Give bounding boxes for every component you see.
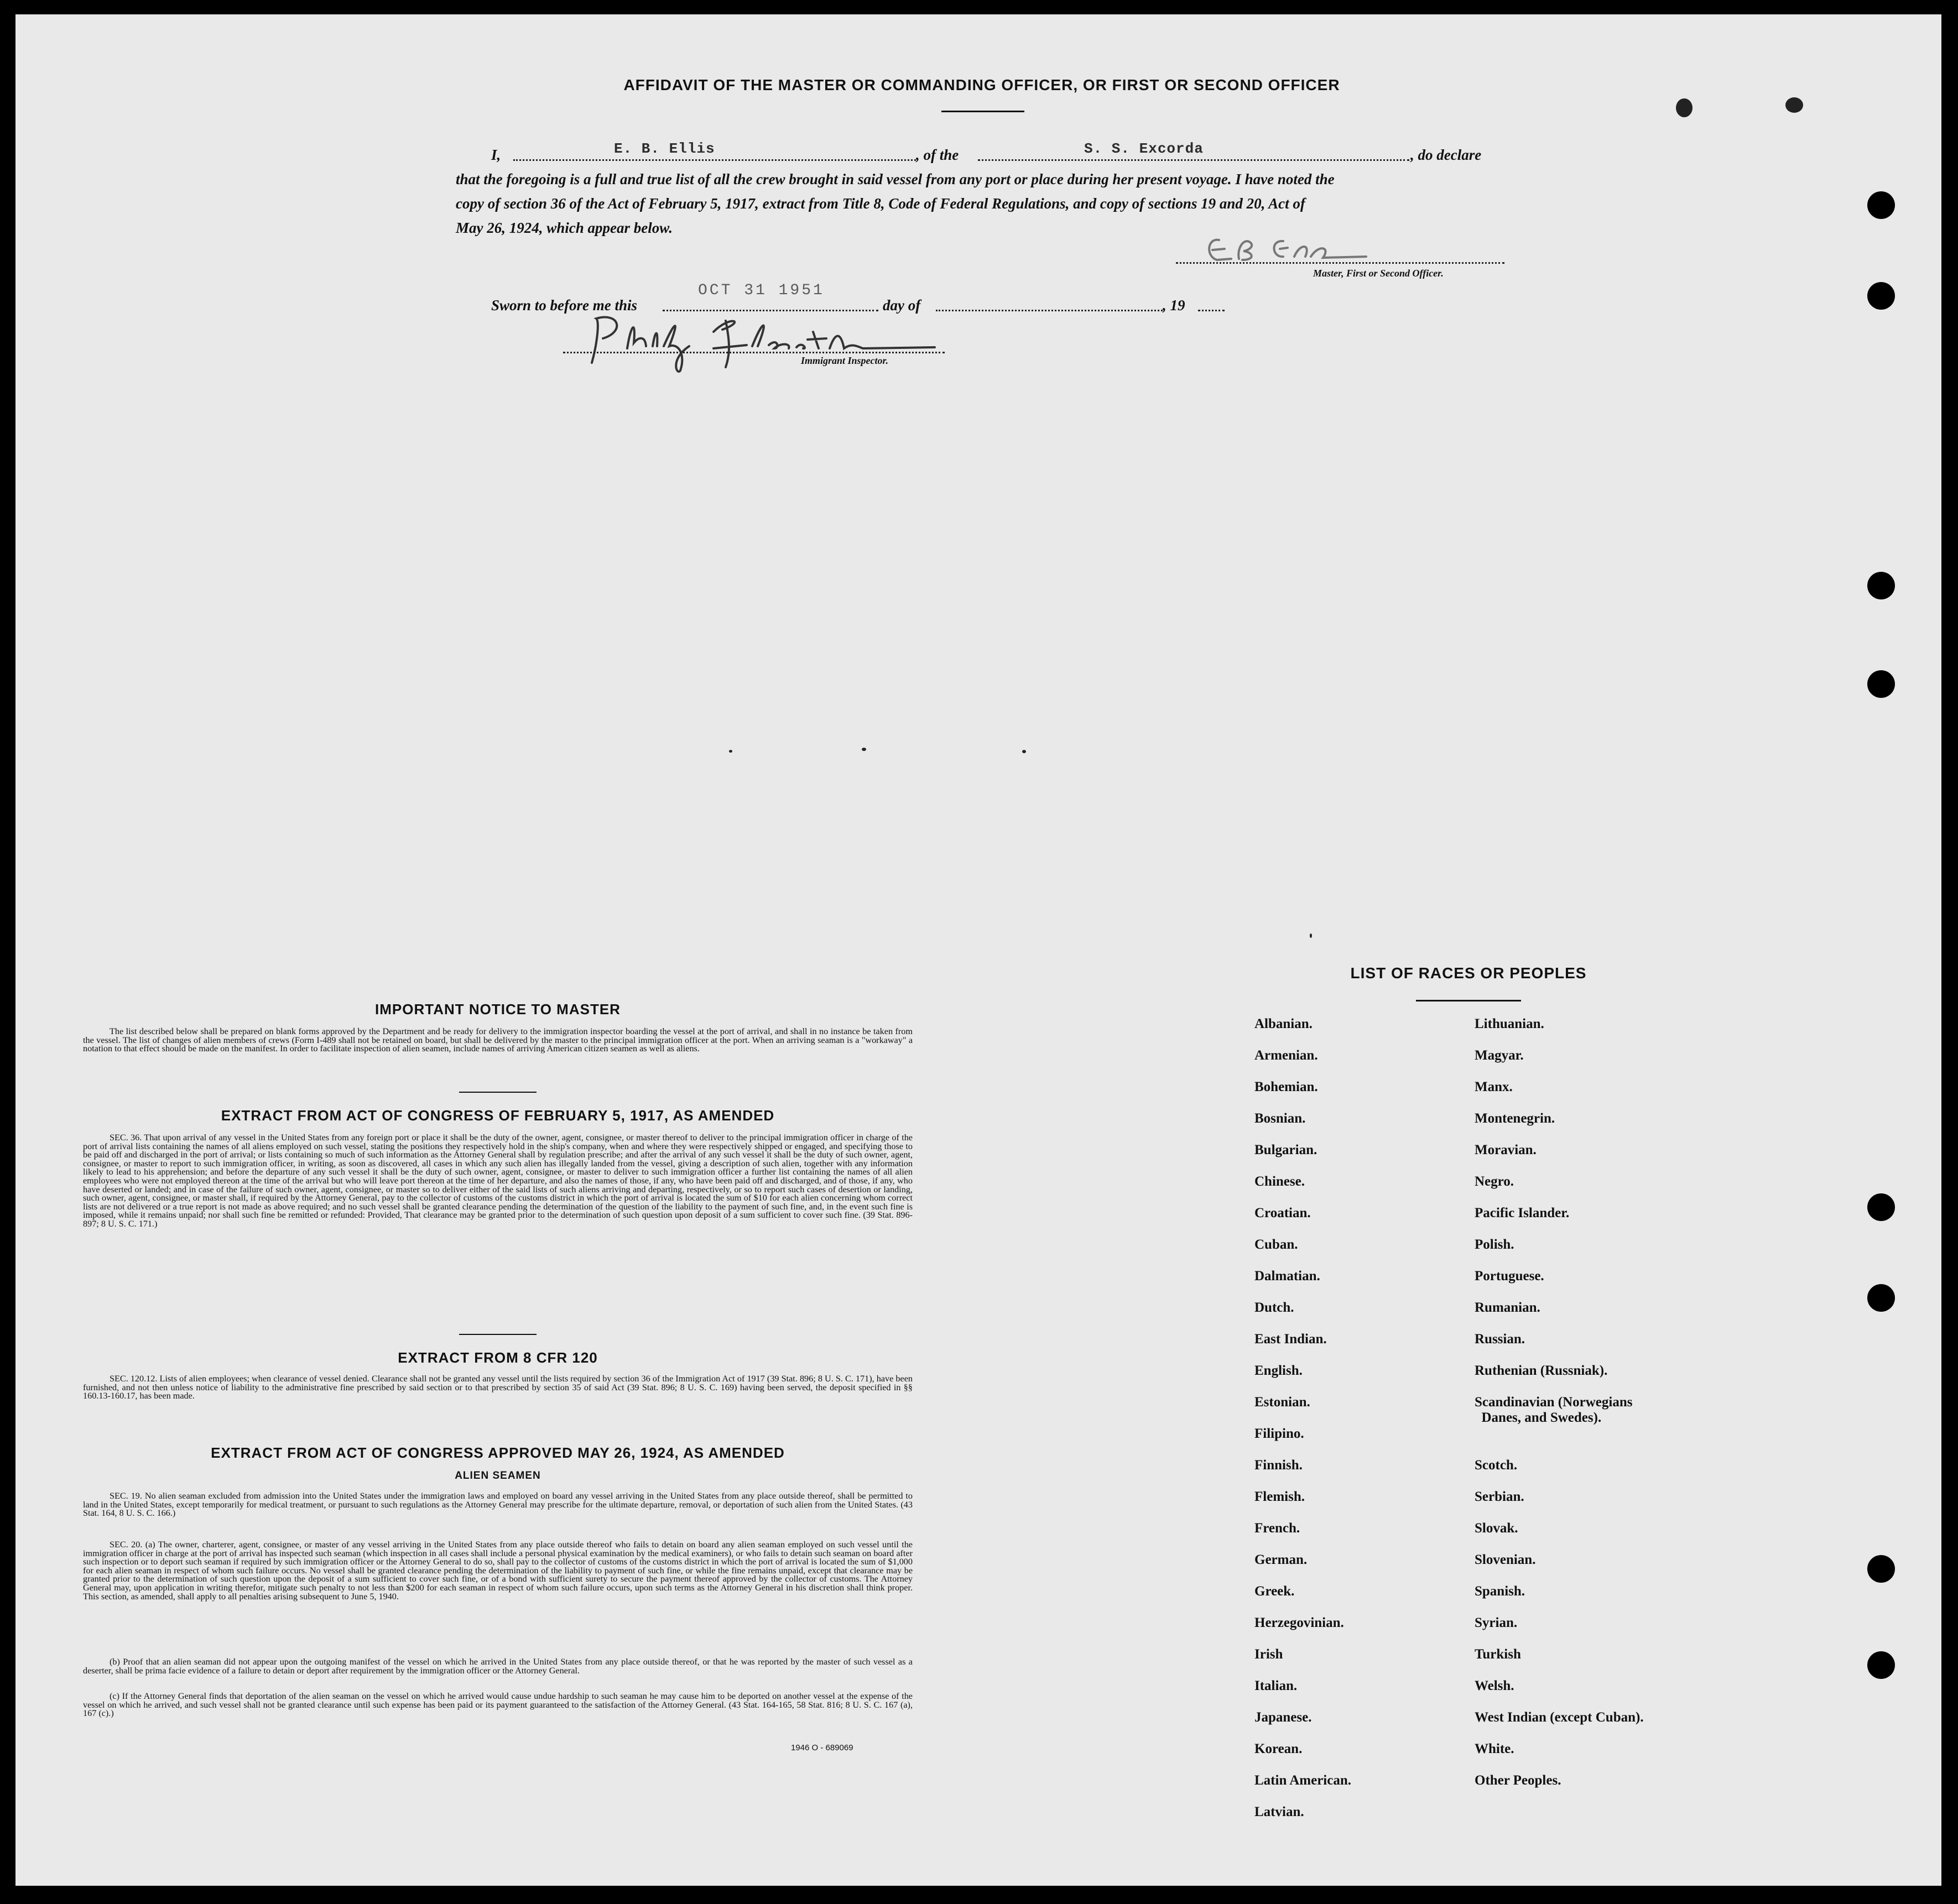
ink-blot: [1676, 98, 1693, 117]
race-item: Latin American.: [1254, 1773, 1351, 1788]
race-item: Syrian.: [1475, 1615, 1518, 1630]
race-item: Slovenian.: [1475, 1552, 1536, 1567]
affidavit-title: AFFIDAVIT OF THE MASTER OR COMMANDING OFFICER, OR FIRST OR SECOND OFFICER: [623, 76, 1340, 93]
races-title: LIST OF RACES OR PEOPLES: [1350, 964, 1587, 982]
race-item: Greek.: [1254, 1584, 1295, 1599]
race-item: Manx.: [1475, 1079, 1513, 1094]
race-item: Serbian.: [1475, 1489, 1524, 1504]
do-declare-label: , do declare: [1410, 147, 1482, 163]
sec-20b-text: (b) Proof that an alien seaman did not appear upon the outgoing manifest of the vessel on which he arrived in the United States from any place outside thereof, or that he was reported by the master of such vessel as a deserter, shall be prima facie evidence of a failure to detain or deport after requirement by the immigration officer or the Attorney General.: [83, 1658, 913, 1676]
master-name-line: [513, 159, 916, 161]
affidavit-body-line: copy of section 36 of the Act of February 5, 1917, extract from Title 8, Code of Federal Regulations, and copy of sections 19 and 20, Act of: [456, 195, 1305, 212]
race-item: Irish: [1254, 1647, 1283, 1662]
race-item: Moravian.: [1475, 1143, 1537, 1157]
vessel-name-value: S. S. Excorda: [1084, 140, 1204, 157]
ink-blot: [1785, 97, 1803, 113]
race-item: Magyar.: [1475, 1048, 1524, 1063]
extract-1924-title: EXTRACT FROM ACT OF CONGRESS APPROVED MAY 26, 1924, AS AMENDED: [211, 1444, 785, 1461]
sec-20c-text: (c) If the Attorney General finds that deportation of the alien seaman on the vessel on which he arrived would cause undue hardship to such seaman he may cause him to be deported on another vessel at the expense of the vessel on which he arrived, and such vessel shall not be granted clearance until such expense has been paid or its payment guaranteed to the satisfaction of the Attorney General. (43 Stat. 164-165, 58 Stat. 816; 8 U. S. C. 167 (a), 167 (c).): [83, 1692, 913, 1719]
vessel-name-line: [978, 159, 1409, 161]
race-item: Latvian.: [1254, 1804, 1304, 1819]
race-item: Estonian.: [1254, 1395, 1310, 1410]
notice-text: The list described below shall be prepared on blank forms approved by the Department and be ready for delivery to the immigration inspector boarding the vessel at the port of arrival, and shall in no instance be taken from the vessel. The list of changes of alien members of crews (Form I-489 shall not be retained on board, but shall be delivered by the master to the principal immigration officer at the port. When an arriving seaman is a "workaway" a notation to that effect should be made on the manifest. In order to facilitate inspection of alien seamen, include names of arriving American citizen seamen as well as aliens.: [83, 1027, 913, 1054]
punch-hole: [1867, 572, 1895, 599]
race-item: Montenegrin.: [1475, 1111, 1555, 1126]
race-item: Scotch.: [1475, 1458, 1518, 1473]
race-item: Bohemian.: [1254, 1079, 1318, 1094]
race-item: Cuban.: [1254, 1237, 1298, 1252]
sec-20a-text: SEC. 20. (a) The owner, charterer, agent, consignee, or master of any vessel arriving in the United States from any place outside thereof who fails to detain on board any alien seaman employed on such vessel until the immigration officer in charge at the port of arrival has inspected such seaman (which inspection in all cases shall include a personal physical examination by the medical examiners), or who fails to detain such seaman on board after such inspection or to deport such seaman if required by such immigration officer or the Attorney General to do so, shall pay to the collector of customs of the customs district in which the port of arrival is located the sum of $1,000 for each alien seaman in respect of whom such failure occurs. No vessel shall be granted clearance pending the determination of the liability to payment of such fine, or while the fine remains unpaid, except that clearance may be granted prior to the determination of such question upon the deposit of a sum sufficient to cover such fine, or of a bond with sufficient surety to secure the payment thereof approved by the collector of customs. The Attorney General may, upon application in writing therefor, mitigate such penalty to not less than $200 for each seaman in respect of whom such failure occurs, upon such terms as the Attorney General in his discretion shall think proper. This section, as amended, shall apply to all penalties arising subsequent to June 5, 1940.: [83, 1541, 913, 1602]
year-label: , 19: [1163, 297, 1185, 314]
master-signature: [1200, 232, 1444, 271]
race-item: Filipino.: [1254, 1426, 1304, 1441]
affiant-prefix: I,: [491, 147, 501, 163]
race-item: Dalmatian.: [1254, 1269, 1320, 1284]
race-item: German.: [1254, 1552, 1308, 1567]
punch-hole: [1867, 1555, 1895, 1583]
race-item: Welsh.: [1475, 1678, 1514, 1693]
race-item: Scandinavian (Norwegians Danes, and Swedes).: [1475, 1395, 1633, 1425]
race-item: Spanish.: [1475, 1584, 1525, 1599]
notice-title: IMPORTANT NOTICE TO MASTER: [375, 1001, 621, 1018]
race-item: Albanian.: [1254, 1016, 1313, 1031]
race-item: Polish.: [1475, 1237, 1514, 1252]
race-item: Korean.: [1254, 1741, 1303, 1756]
race-item: Herzegovinian.: [1254, 1615, 1344, 1630]
race-item: Italian.: [1254, 1678, 1298, 1693]
sec-19-text: SEC. 19. No alien seaman excluded from admission into the United States under the immigration laws and employed on board any vessel arriving in the United States from any place outside thereof, shall be permitted to land in the United States, except temporarily for medical treatment, or pursuant to such regulations as the Attorney General may prescribe for the ultimate departure, removal, or deportation of such alien from the United States. (43 Stat. 164, 8 U. S. C. 166.): [83, 1492, 913, 1519]
date-stamp: OCT 31 1951: [698, 282, 825, 299]
sworn-label: Sworn to before me this: [491, 297, 638, 314]
day-of-label: day of: [883, 297, 921, 314]
ink-speck: [1310, 933, 1312, 938]
extract-cfr-text: SEC. 120.12. Lists of alien employees; when clearance of vessel denied. Clearance shall not be granted any vessel until the lists required by section 36 of the Immigration Act of 1917 (39 Stat. 896; 8 U. S. C. 171), have been furnished, and not then unless notice of liability to the administrative fine prescribed by said section or to that prescribed by section 35 of said Act (39 Stat. 896; 8 U. S. C. 169) having been served, the deposit specified in §§ 160.13-160.17, has been made.: [83, 1375, 913, 1401]
race-item: Finnish.: [1254, 1458, 1303, 1473]
month-line: [936, 310, 1163, 311]
year-line: [1198, 310, 1225, 311]
race-item: White.: [1475, 1741, 1514, 1756]
races-title-underline: [1416, 1000, 1521, 1001]
alien-seamen-subtitle: ALIEN SEAMEN: [455, 1470, 541, 1482]
race-item: Japanese.: [1254, 1710, 1312, 1725]
extract-1917-title: EXTRACT FROM ACT OF CONGRESS OF FEBRUARY 5, 1917, AS AMENDED: [221, 1107, 775, 1124]
affidavit-body-line: that the foregoing is a full and true list of all the crew brought in said vessel from any port or place during her present voyage. I have noted the: [456, 171, 1335, 187]
punch-hole: [1867, 670, 1895, 698]
punch-hole: [1867, 1284, 1895, 1312]
punch-hole: [1867, 191, 1895, 219]
master-caption: Master, First or Second Officer.: [1313, 268, 1444, 279]
master-signature-line: [1176, 262, 1504, 264]
inspector-signature-line: [563, 352, 945, 353]
title-underline: [941, 111, 1024, 112]
race-item: Negro.: [1475, 1174, 1514, 1189]
race-item: West Indian (except Cuban).: [1475, 1710, 1644, 1725]
extract-cfr-title: EXTRACT FROM 8 CFR 120: [398, 1349, 598, 1366]
punch-hole: [1867, 282, 1895, 310]
ink-speck: [1022, 750, 1026, 753]
punch-hole: [1867, 1651, 1895, 1679]
race-item: Chinese.: [1254, 1174, 1305, 1189]
race-item: Pacific Islander.: [1475, 1206, 1570, 1220]
race-item: Portuguese.: [1475, 1269, 1544, 1284]
race-item: Flemish.: [1254, 1489, 1305, 1504]
race-item: Other Peoples.: [1475, 1773, 1561, 1788]
race-item: Croatian.: [1254, 1206, 1311, 1220]
print-code: 1946 O - 689069: [791, 1743, 853, 1752]
ink-speck: [862, 748, 866, 751]
inspector-signature: [581, 310, 946, 376]
extract-divider: [459, 1334, 537, 1335]
extract-1917-text: SEC. 36. That upon arrival of any vessel in the United States from any foreign port or place it shall be the duty of the owner, agent, consignee, or master thereof to deliver to the principal immigration officer in charge of the port of arrival lists containing the names of all aliens employed on such vessel, stating the positions they respectively hold in the ship's company, when and where they were respectively shipped or engaged, and specifying those to be paid off and discharged in the port of arrival; or lists containing so much of such information as the Attorney General shall by regulation prescribe; and after the arrival of any such vessel it shall be the duty of such owner, agent, consignee, or master to report to such immigration officer, in writing, as soon as discovered, all cases in which any such alien has illegally landed from the vessel, giving a description of such alien, together with any information likely to lead to his apprehension; and before the departure of any such vessel it shall be the duty of such owner, agent, consignee, or master to deliver to such immigration officer a further list containing the names of all alien employees who were not employed thereon at the time of the arrival but who will leave port thereon at the time of her departure, and also the names of those, if any, who have been paid off and discharged, and of those, if any, who have deserted or landed; and in case of the failure of such owner, agent, consignee, or master so to deliver either of the said lists of such aliens arriving and departing, respectively, or so to report such cases of desertion or landing, such owner, agent, consignee, or master shall, if required by the Attorney General, pay to the collector of customs of the customs district in which the port of arrival is located the sum of $10 for each alien concerning whom correct lists are not delivered or a true report is not made as above required; and no such vessel shall be granted clearance pending the determination of the question of the liability to the payment of such fine, and, in the event such fine is imposed, while it remains unpaid; nor shall such fine be remitted or refunded: Provided, That clearance may be granted prior to the determination of such question upon deposit of a sum sufficient to cover such fine. (39 Stat. 896-897; 8 U. S. C. 171.): [83, 1134, 913, 1229]
race-item: Lithuanian.: [1475, 1016, 1544, 1031]
master-name-value: E. B. Ellis: [614, 140, 715, 157]
race-item: Dutch.: [1254, 1300, 1294, 1315]
notice-divider: [459, 1092, 537, 1093]
of-the-label: , of the: [916, 147, 959, 163]
race-item: East Indian.: [1254, 1332, 1327, 1347]
inspector-caption: Immigrant Inspector.: [801, 355, 889, 366]
race-item: Slovak.: [1475, 1521, 1518, 1536]
race-item: Rumanian.: [1475, 1300, 1540, 1315]
affidavit-body-line: May 26, 1924, which appear below.: [456, 220, 673, 236]
ink-speck: [729, 750, 732, 753]
race-item: Russian.: [1475, 1332, 1525, 1347]
punch-hole: [1867, 1193, 1895, 1221]
race-item: English.: [1254, 1363, 1303, 1378]
race-item: Bosnian.: [1254, 1111, 1306, 1126]
race-item: Bulgarian.: [1254, 1143, 1318, 1157]
race-item: French.: [1254, 1521, 1300, 1536]
race-item: Turkish: [1475, 1647, 1521, 1662]
race-item: Armenian.: [1254, 1048, 1318, 1063]
race-item: Ruthenian (Russniak).: [1475, 1363, 1608, 1378]
